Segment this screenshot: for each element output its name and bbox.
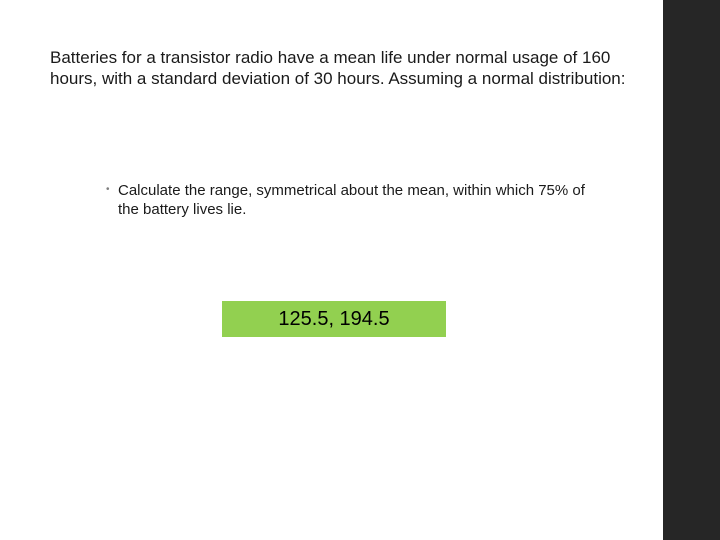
- bullet-item: [106, 181, 606, 219]
- side-bar: [663, 0, 720, 540]
- question-text: Batteries for a transistor radio have a mean life under normal usage of 160 hours, with a standard deviation of 30 hours. Assuming a normal distribution:: [50, 48, 626, 88]
- bullet-icon: •: [106, 184, 110, 195]
- answer-box: [222, 301, 446, 337]
- bullet-text: Calculate the range, symmetrical about the mean, within which 75% of the battery lives lie.: [118, 182, 585, 218]
- answer-text: 125.5, 194.5: [278, 307, 390, 330]
